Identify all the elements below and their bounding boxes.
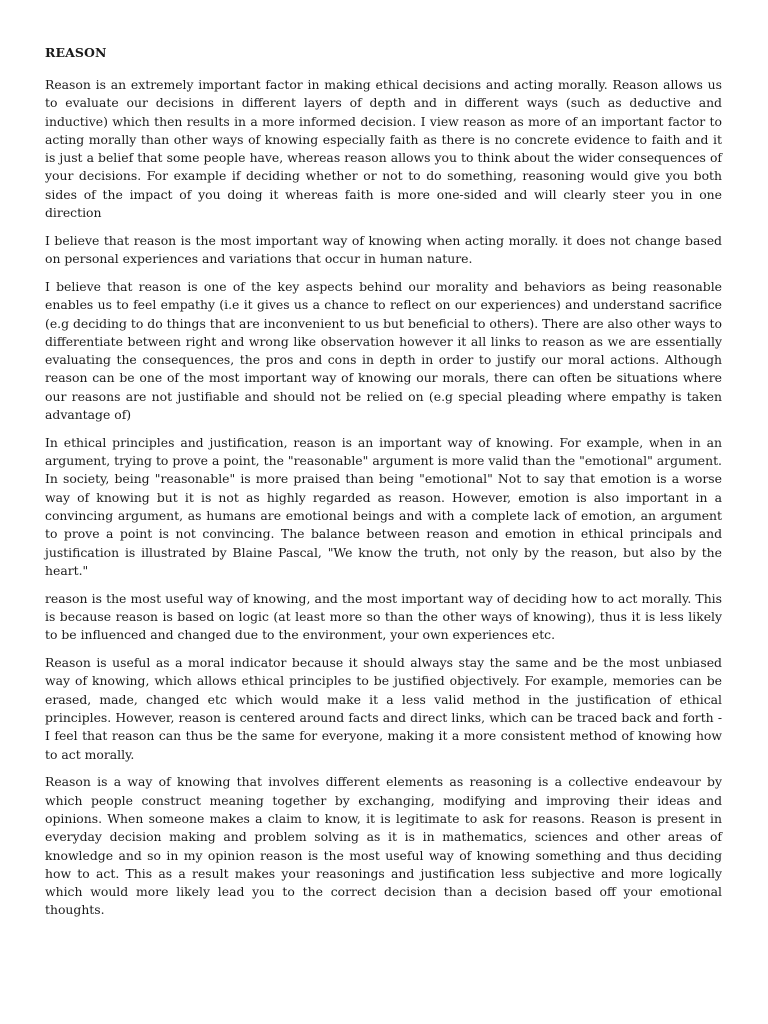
paragraph-4: In ethical principles and justification, reason is an important way of knowing. For example, when in an argument, trying to prove a point, the "reasonable" argument is more valid than the "emotional" argument. In society, being "reasonable" is more praised than being "emotional" Not to say that emotion is a worse way of knowing but it is not as highly regarded as reason. However, emotion is also important in a convincing argument, as humans are emotional beings and with a complete lack of emotion, an argument to prove a point is not convincing. The balance between reason and emotion in ethical principals and justification is illustrated by Blaine Pascal, "We know the truth, not only by the reason, but also by the heart."	[45, 434, 722, 578]
document-title: REASON	[45, 45, 107, 60]
document-page	[45, 44, 722, 929]
paragraph-1: Reason is an extremely important factor in making ethical decisions and acting morally. Reason allows us to evaluate our decisions in different layers of depth and in different ways (such as deductive and inductive) which then results in a more informed decision. I view reason as more of an important factor to acting morally than other ways of knowing especially faith as there is no concrete evidence to faith and it is just a belief that some people have, whereas reason allows you to think about the wider consequences of your decisions. For example if deciding whether or not to do something, reasoning would give you both sides of the impact of you doing it whereas faith is more one-sided and will clearly steer you in one direction	[45, 77, 722, 221]
paragraph-7: Reason is a way of knowing that involves different elements as reasoning is a collective endeavour by which people construct meaning together by exchanging, modifying and improving their ideas and opinions. When someone makes a claim to know, it is legitimate to ask for reasons. Reason is present in everyday decision making and problem solving as it is in mathematics, sciences and other areas of knowledge and so in my opinion reason is the most useful way of knowing something and thus deciding how to act. This as a result makes your reasonings and justification less subjective and more logically which would more likely lead you to the correct decision than a decision based off your emotional thoughts.	[45, 774, 722, 918]
paragraph-3: I believe that reason is one of the key aspects behind our morality and behaviors as being reasonable enables us to feel empathy (i.e it gives us a chance to reflect on our experiences) and understand sacrifice (e.g deciding to do things that are inconvenient to us but beneficial to others). There are also other ways to differentiate between right and wrong like observation however it all links to reason as we are essentially evaluating the consequences, the pros and cons in depth in order to justify our moral actions. Although reason can be one of the most important way of knowing our morals, there can often be situations where our reasons are not justifiable and should not be relied on (e.g special pleading where empathy is taken advantage of)	[45, 278, 722, 423]
paragraph-6: Reason is useful as a moral indicator because it should always stay the same and be the most unbiased way of knowing, which allows ethical principles to be justified objectively. For example, memories can be erased, made, changed etc which would make it a less valid method in the justification of ethical principles. However, reason is centered around facts and direct links, which can be traced back and forth - I feel that reason can thus be the same for everyone, making it a more consistent method of knowing how to act morally.	[45, 655, 722, 762]
paragraph-2: I believe that reason is the most important way of knowing when acting morally. it does not change based on personal experiences and variations that occur in human nature.	[45, 232, 722, 267]
paragraph-5: reason is the most useful way of knowing, and the most important way of deciding how to act morally. This is because reason is based on logic (at least more so than the other ways of knowing), thus it is less likely to be influenced and changed due to the environment, your own experiences etc.	[45, 590, 722, 643]
